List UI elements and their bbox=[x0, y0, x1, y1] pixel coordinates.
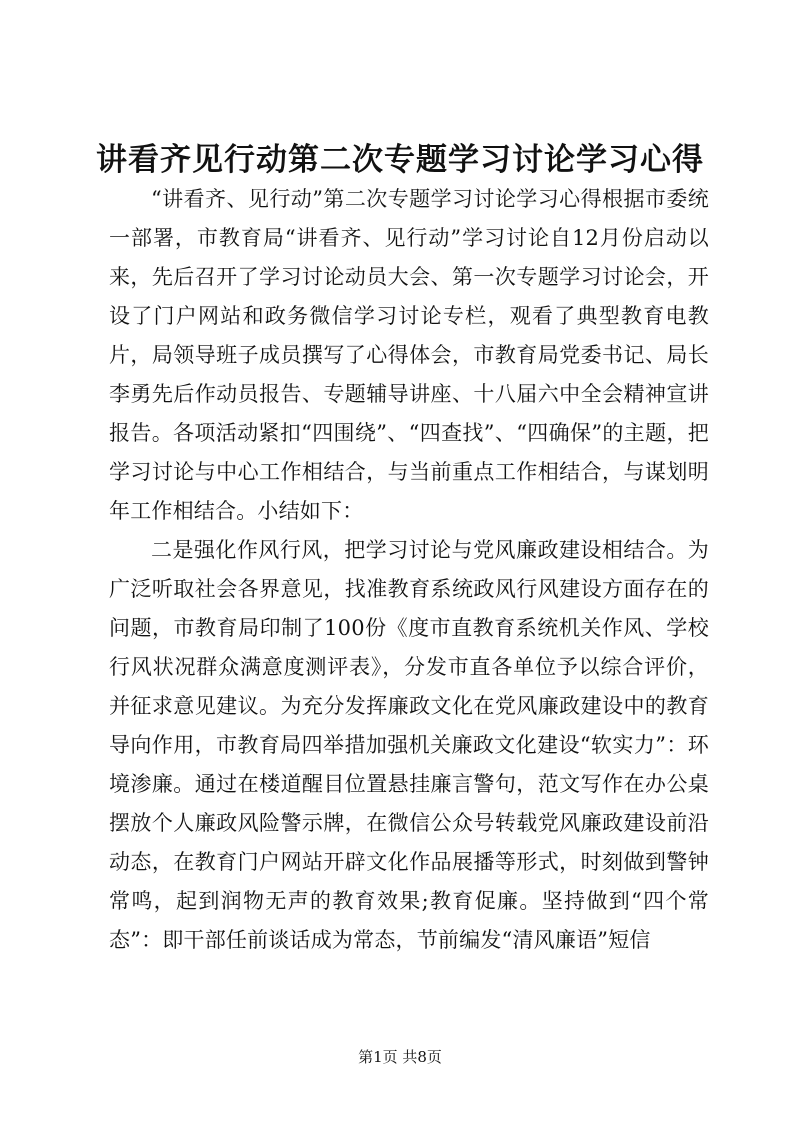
document-body bbox=[109, 180, 709, 960]
paragraph-second: 二是强化作风行风，把学习讨论与党风廉政建设相结合。为广泛听取社会各界意见，找准教育系统政风行风建设方面存在的问题，市教育局印制了100份《度市直教育系统机关作风、学校行风状况群众满意度测评表》，分发市直各单位予以综合评价，并征求意见建议。为充分发挥廉政文化在党风廉政建设中的教育导向作用，市教育局四举措加强机关廉政文化建设“软实力”：环境渗廉。通过在楼道醒目位置悬挂廉言警句，范文写作在办公桌摆放个人廉政风险警示牌，在微信公众号转载党风廉政建设前沿动态，在教育门户网站开辟文化作品展播等形式，时刻做到警钟常鸣，起到润物无声的教育效果;教育促廉。坚持做到“四个常态”：即干部任前谈话成为常态，节前编发“清风廉语”短信 bbox=[109, 538, 709, 952]
document-title: 讲看齐见行动第二次专题学习讨论学习心得 bbox=[96, 142, 704, 178]
paragraph-intro: “讲看齐、见行动”第二次专题学习讨论学习心得根据市委统一部署，市教育局“讲看齐、见行动”学习讨论自12月份启动以来，先后召开了学习讨论动员大会、第一次专题学习讨论会，开设了门户网站和政务微信学习讨论专栏，观看了典型教育电教片，局领导班子成员撰写了心得体会，市教育局党委书记、局长李勇先后作动员报告、专题辅导讲座、十八届六中全会精神宣讲报告。各项活动紧扣“四围绕”、“四查找”、“四确保”的主题，把学习讨论与中心工作相结合，与当前重点工作相结合，与谋划明年工作相结合。小结如下： bbox=[109, 187, 709, 523]
page-footer: 第1页 共8页 bbox=[358, 1048, 442, 1066]
